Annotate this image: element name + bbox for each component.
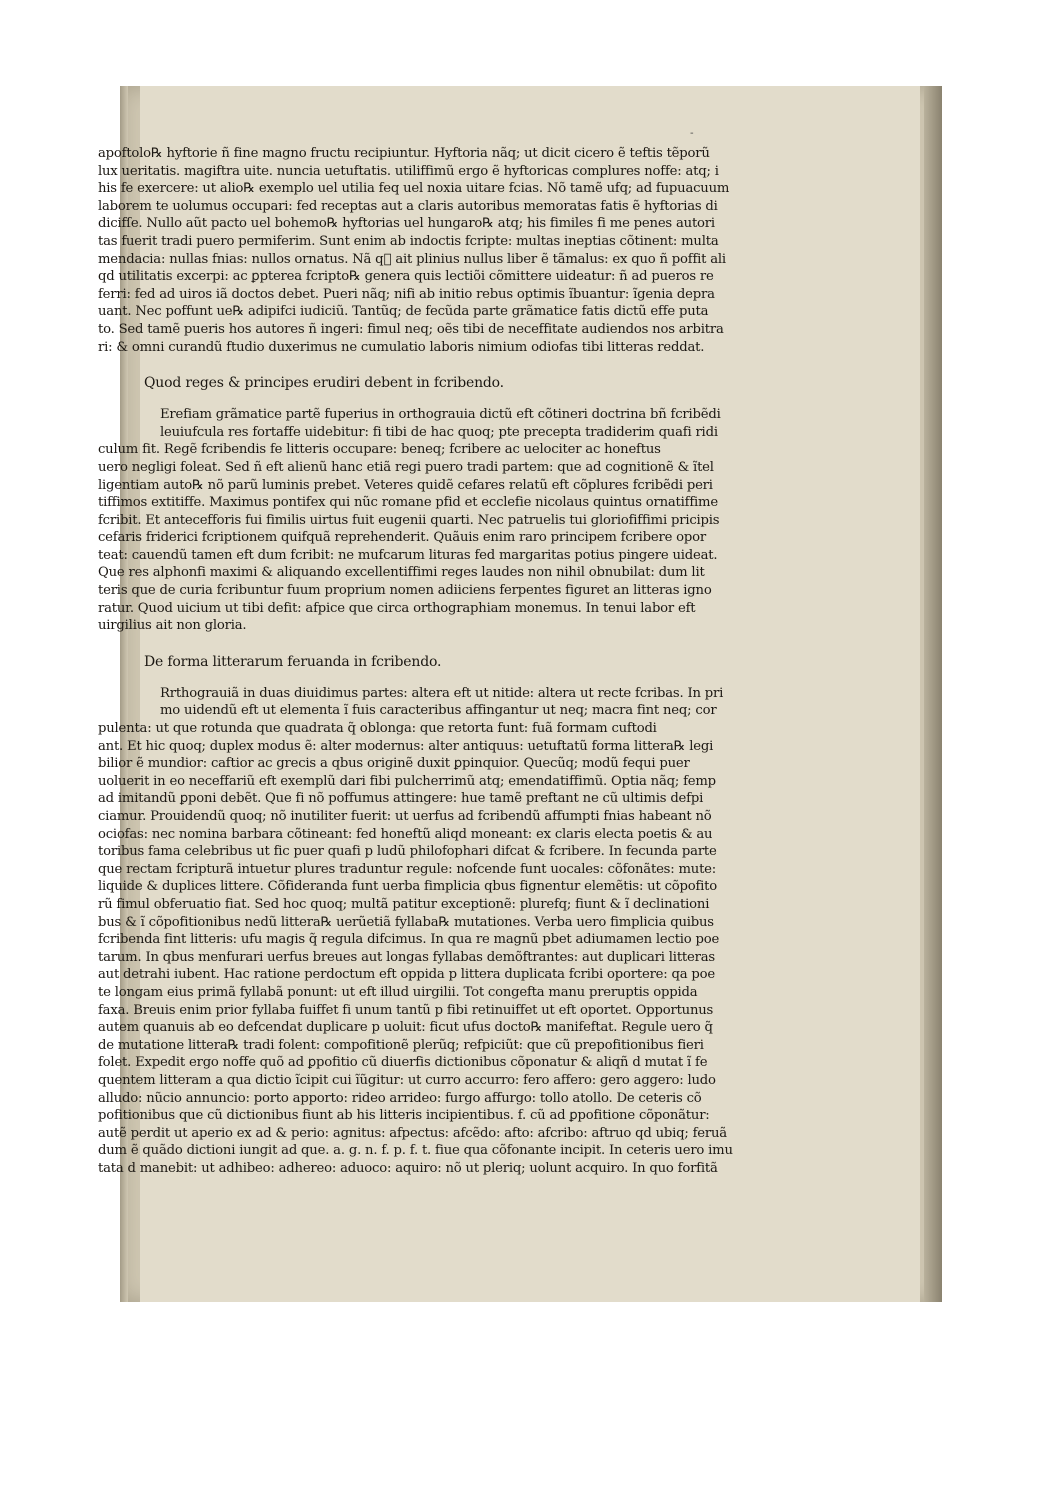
text-line: folet. Expedit ergo noffe quõ ad ꝑpofitio cũ diuerfis dictionibus cõponatur & aliqñ d mutat ĩ fe: [98, 1055, 708, 1071]
text-line: autem quanuis ab eo defcendat duplicare p uoluit: ficut ufus docto℞ manifeftat. Regule uero q̃: [98, 1020, 713, 1036]
text-line: ad imitandũ ꝑponi debẽt. Que fi nõ poffumus attingere: hue tamẽ preftant ne cũ ultimis defpi: [98, 791, 704, 807]
text-line: to. Sed tamẽ pueris hos autores ñ ingeri: fimul neq; oẽs tibi de neceffitate audiendos nos arbitra: [98, 321, 724, 337]
text-line: teat: cauendũ tamen eft dum fcribit: ne mufcarum lituras fed margaritas potius pingere uideat.: [98, 547, 718, 563]
text-line: te longam eius primã fyllabã ponunt: ut eft illud uirgilii. Tot congefta manu preruptis oppida: [98, 984, 698, 1000]
text-line: aut detrahi iubent. Hac ratione perdoctum eft oppida p littera duplicata fcribi oportere: qa poe: [98, 967, 716, 983]
text-line: uirgilius ait non gloria.: [98, 618, 247, 634]
text-line: tata d manebit: ut adhibeo: adhereo: aduoco: aquiro: nõ ut pleriq; uolunt acquiro. In quo forfitã: [98, 1160, 718, 1176]
text-line: fcribit. Et antecefforis fui fimilis uirtus fuit eugenii quarti. Nec patruelis tui gloriofiffimi pricipis: [98, 512, 720, 528]
text-line: pulenta: ut que rotunda que quadrata q̃ oblonga: que retorta funt: fuã formam cuftodi: [98, 721, 657, 737]
incunabulum-text-block: [98, 145, 818, 1177]
text-line: dum ẽ quãdo dictioni iungit ad que. a. g. n. f. p. f. t. fiue qua cõfonante incipit. In ceteris uero imu: [98, 1143, 733, 1159]
text-line: ratur. Quod uicium ut tibi defit: afpice que circa orthographiam monemus. In tenui labor eft: [98, 600, 696, 616]
text-line: ant. Et hic quoq; duplex modus ẽ: alter modernus: alter antiquus: uetuftatũ forma littera℞ legi: [98, 738, 714, 754]
text-line: fcribenda fint litteris: ufu magis q̃ regula difcimus. In qua re magnũ pbet adiumamen lectio poe: [98, 932, 720, 948]
text-line: leuiufcula res fortaffe uidebitur: fi tibi de hac quoq; pte precepta tradiderim quafi ridi: [160, 424, 718, 440]
text-line: de mutatione littera℞ tradi folent: compofitionẽ plerũq; refpiciũt: que cũ prepofitionibus fieri: [98, 1037, 704, 1053]
text-line: quentem litteram a qua dictio ĩcipit cui ĩũgitur: ut curro accurro: fero affero: gero aggero: ludo: [98, 1072, 716, 1088]
text-line: Rrthograuiã in duas diuidimus partes: altera eft ut nitide: altera ut recte fcribas. In pri: [160, 685, 724, 701]
paragraph-reges: [98, 406, 818, 635]
text-line: pofitionibus que cũ dictionibus fiunt ab his litteris incipientibus. f. cũ ad ꝑpofitione cõponãtur:: [98, 1108, 710, 1124]
text-line: tiffimos extitiffe. Maximus pontifex qui nũc romane pfid et ecclefie nicolaus quintus ornatiffime: [98, 495, 718, 511]
text-line: his fe exercere: ut alio℞ exemplo uel utilia feq uel noxia uitare fcias. Nõ tamẽ ufq; ad fupuacuum: [98, 181, 730, 197]
section-heading-forma: De forma litterarum feruanda in fcribendo.: [144, 653, 442, 670]
text-line: ligentiam auto℞ nõ parũ luminis prebet. Veteres quidẽ cefares relatũ eft cõplures fcribẽdi peri: [98, 477, 713, 493]
text-line: tarum. In qbus menfurari uerfus breues aut longas fyllabas demõftrantes: aut duplicari litteras: [98, 949, 715, 965]
page-fore-edge: [924, 86, 942, 1302]
text-line: Que res alphonfi maximi & aliquando excellentiffimi reges laudes non nihil obnubilat: dum lit: [98, 565, 705, 581]
paragraph-history: [98, 145, 818, 356]
text-line: qd utilitatis excerpi: ac ꝑpterea fcripto℞ genera quis lectiõi cõmittere uideatur: ñ ad pueros re: [98, 269, 714, 285]
text-line: apoftolo℞ hyftorie ñ fine magno fructu recipiuntur. Hyftoria nãq; ut dicit cicero ẽ teftis tẽporũ: [98, 146, 710, 161]
text-line: Erefiam grãmatice partẽ fuperius in orthograuia dictũ eft cõtineri doctrina bñ fcribẽdi: [160, 407, 721, 423]
text-line: teris que de curia fcribuntur fuum proprium nomen adiiciens ferpentes figuret an litteras igno: [98, 583, 712, 599]
text-line: cefaris friderici fcriptionem quifquã reprehenderit. Quãuis enim raro principem fcribere opor: [98, 530, 706, 546]
text-line: lux ueritatis. magiftra uite. nuncia uetuftatis. utiliffimũ ergo ẽ hyftoricas complures noffe: atq; i: [98, 163, 719, 179]
text-line: faxa. Breuis enim prior fyllaba fuiffet fi unum tantũ p fibi retinuiffet ut eft oportet. Opportunus: [98, 1002, 714, 1018]
section-heading-reges: Quod reges & principes erudiri debent in fcribendo.: [144, 375, 504, 392]
text-line: dicifſe. Nullo aũt pacto uel bohemo℞ hyftorias uel hungaro℞ atq; his fimiles fi me penes autori: [98, 216, 715, 232]
text-line: autẽ perdit ut aperio ex ad & perio: agnitus: afpectus: afcẽdo: afto: afcribo: aftruo qd ubiq; feruã: [98, 1125, 727, 1141]
text-line: rũ fimul obferuatio fiat. Sed hoc quoq; multã patitur exceptionẽ: plurefq; fiunt & ĩ declinationi: [98, 896, 710, 912]
text-line: laborem te uolumus occupari: fed receptas aut a claris autoribus memoratas fatis ẽ hyftorias di: [98, 198, 718, 214]
header-mark: -: [690, 128, 694, 139]
text-line: liquide & duplices littere. Cõfideranda funt uerba fimplicia qbus fignentur elemẽtis: ut cõpofito: [98, 879, 718, 895]
text-line: uero negligi foleat. Sed ñ eft alienũ hanc etiã regi puero tradi partem: que ad cognitionẽ & ĩtel: [98, 459, 714, 475]
text-line: que rectam fcripturã intuetur plures traduntur regule: nofcende funt uocales: cõfonãtes: mute:: [98, 861, 717, 877]
text-line: bus & ĩ cõpofitionibus nedũ littera℞ uerũetiã fyllaba℞ mutationes. Verba uero fimplicia quibus: [98, 914, 714, 930]
text-line: toribus fama celebribus ut fic puer quafi p ludũ philofophari difcat & fcribere. In fecunda parte: [98, 844, 717, 860]
text-line: mendacia: nullas fnias: nullos ornatus. Nã q᷑ ait plinius nullus liber ẽ tãmalus: ex quo ñ poffit ali: [98, 251, 726, 267]
text-line: ferri: fed ad uiros iã doctos debet. Pueri nãq; nifi ab initio rebus optimis ĩbuantur: ĩgenia depra: [98, 286, 715, 302]
paragraph-forma: [98, 685, 818, 1178]
text-line: ri: & omni curandũ ftudio duxerimus ne cumulatio laboris nimium odiofas tibi litteras reddat.: [98, 339, 705, 355]
text-line: uant. Nec poffunt ue℞ adipifci iudiciũ. Tantũq; de fecũda parte grãmatice fatis dictũ effe puta: [98, 304, 709, 320]
text-line: mo uidendũ eft ut elementa ĩ fuis caracteribus affingantur ut neq; macra fint neq; cor: [160, 703, 717, 719]
text-line: bilior ẽ mundior: caftior ac grecis a qbus originẽ duxit ꝑpinquior. Quecũq; modũ fequi puer: [98, 756, 690, 772]
text-line: uoluerit in eo neceffariũ eft exemplũ dari fibi pulcherrimũ atq; emendatiffimũ. Optia nãq; femp: [98, 773, 716, 789]
text-line: tas fuerit tradi puero permiferim. Sunt enim ab indoctis fcripte: multas ineptias cõtinent: multa: [98, 233, 719, 249]
text-line: ociofas: nec nomina barbara cõtineant: fed honeftũ aliqd moneant: ex claris electa poetis & au: [98, 826, 713, 842]
text-line: alludo: nũcio annuncio: porto apporto: rideo arrideo: furgo affurgo: tollo atollo. De ceteris cõ: [98, 1090, 702, 1106]
text-line: culum fit. Regẽ fcribendis fe litteris occupare: beneq; fcribere ac uelociter ac honeftus: [98, 442, 661, 458]
text-line: ciamur. Prouidendũ quoq; nõ inutiliter fuerit: ut uerfus ad fcribendũ affumpti fnias habeant nõ: [98, 809, 712, 824]
